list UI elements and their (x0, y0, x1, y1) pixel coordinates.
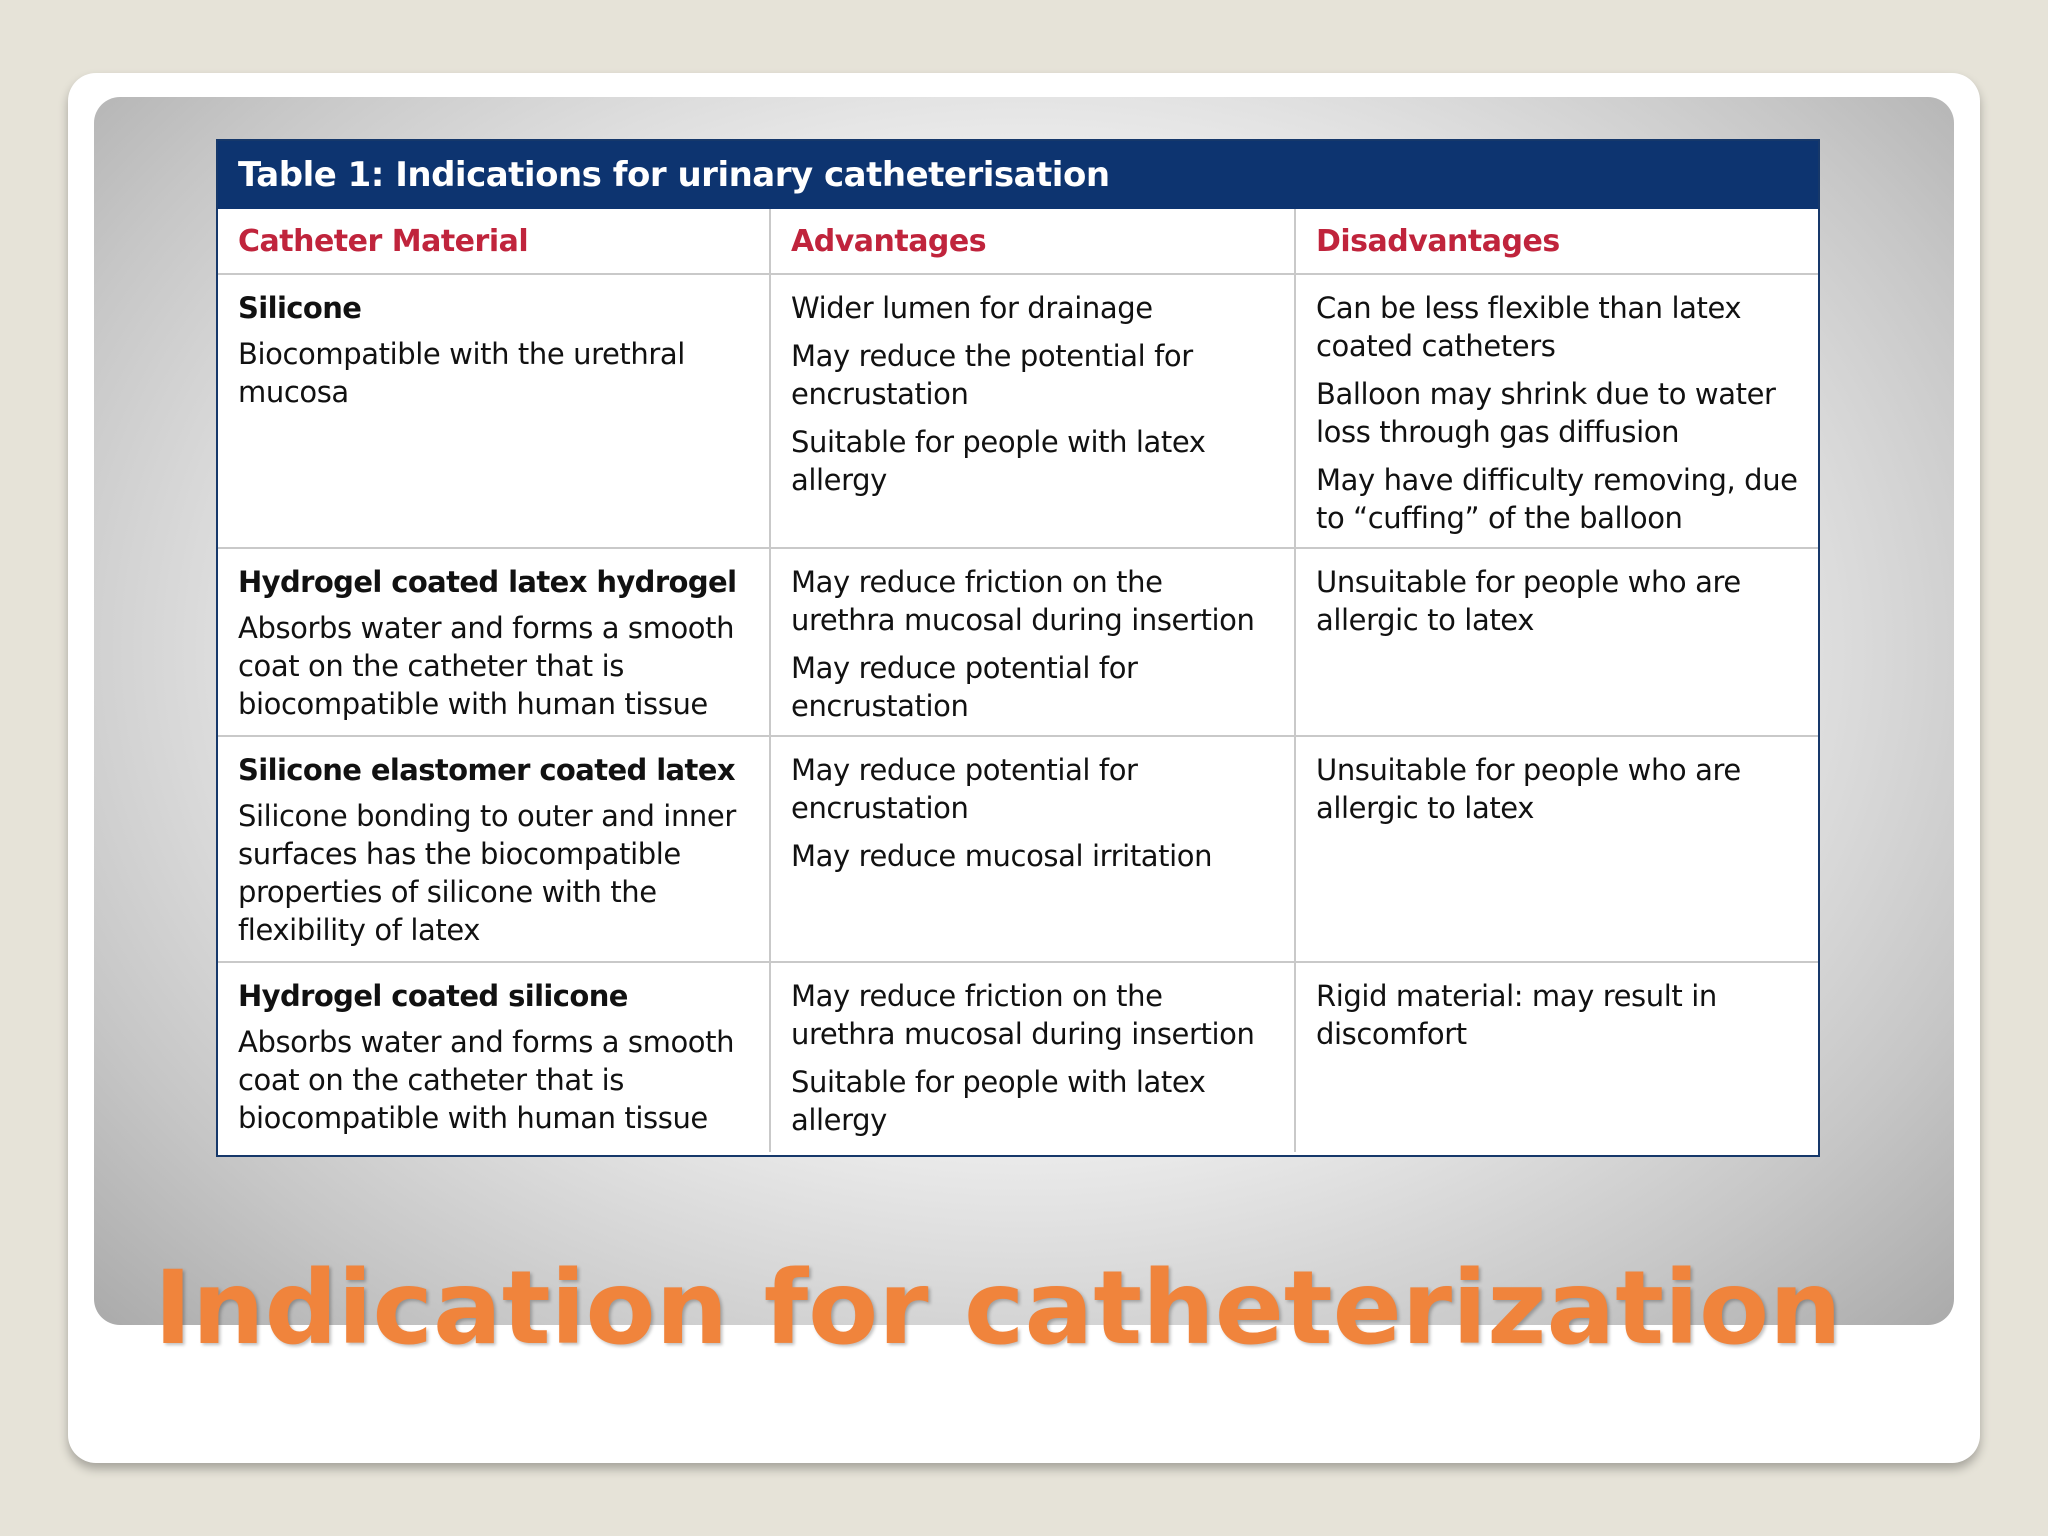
slide (68, 73, 1980, 1463)
advantage-item: May reduce friction on the urethra mucosal during insertion (791, 979, 1255, 1051)
table-title: Table 1: Indications for urinary catheterisation (218, 141, 1818, 209)
disadvantage-item: Can be less flexible than latex coated catheters (1316, 291, 1742, 363)
header-advantages: Advantages (770, 209, 1295, 274)
table-row (218, 274, 1818, 548)
table-row (218, 548, 1818, 736)
content-panel (94, 97, 1954, 1368)
header-catheter-material: Catheter Material (218, 209, 770, 274)
material-description: Silicone bonding to outer and inner surfaces has the biocompatible properties of silicone with the flexibility of latex (238, 799, 736, 947)
material-name: Hydrogel coated silicone (238, 979, 628, 1013)
disadvantages-cell (1295, 736, 1818, 962)
advantage-item: May reduce mucosal irritation (791, 839, 1213, 873)
advantages-cell (770, 274, 1295, 548)
advantage-item: May reduce the potential for encrustation (791, 339, 1193, 411)
disadvantage-item: May have difficulty removing, due to “cuffing” of the balloon (1316, 463, 1798, 535)
advantage-item: Suitable for people with latex allergy (791, 425, 1206, 497)
disadvantage-item: Unsuitable for people who are allergic to latex (1316, 565, 1741, 637)
table-row (218, 736, 1818, 962)
material-name: Hydrogel coated latex hydrogel (238, 565, 737, 599)
material-name: Silicone (238, 291, 362, 325)
material-description: Absorbs water and forms a smooth coat on the catheter that is biocompatible with human tissue (238, 611, 735, 721)
disadvantage-item: Rigid material: may result in discomfort (1316, 979, 1717, 1051)
material-cell (218, 962, 770, 1152)
disadvantage-item: Balloon may shrink due to water loss through gas diffusion (1316, 377, 1776, 449)
header-disadvantages: Disadvantages (1295, 209, 1818, 274)
disadvantages-cell (1295, 274, 1818, 548)
indications-table (216, 139, 1820, 1157)
material-cell (218, 274, 770, 548)
advantages-cell (770, 736, 1295, 962)
disadvantages-cell (1295, 962, 1818, 1152)
advantage-item: Suitable for people with latex allergy (791, 1065, 1206, 1137)
material-description: Biocompatible with the urethral mucosa (238, 337, 685, 409)
advantage-item: Wider lumen for drainage (791, 291, 1153, 325)
catheter-table (218, 209, 1818, 1152)
advantage-item: May reduce friction on the urethra mucosal during insertion (791, 565, 1255, 637)
advantage-item: May reduce potential for encrustation (791, 753, 1138, 825)
table-row (218, 962, 1818, 1152)
disadvantages-cell (1295, 548, 1818, 736)
material-name: Silicone elastomer coated latex (238, 753, 735, 787)
material-description: Absorbs water and forms a smooth coat on the catheter that is biocompatible with human tissue (238, 1025, 735, 1135)
disadvantage-item: Unsuitable for people who are allergic to latex (1316, 753, 1741, 825)
advantages-cell (770, 962, 1295, 1152)
advantage-item: May reduce potential for encrustation (791, 651, 1138, 723)
slide-title: Indication for catheterization (154, 1249, 1842, 1368)
advantages-cell (770, 548, 1295, 736)
material-cell (218, 548, 770, 736)
table-header-row (218, 209, 1818, 274)
material-cell (218, 736, 770, 962)
